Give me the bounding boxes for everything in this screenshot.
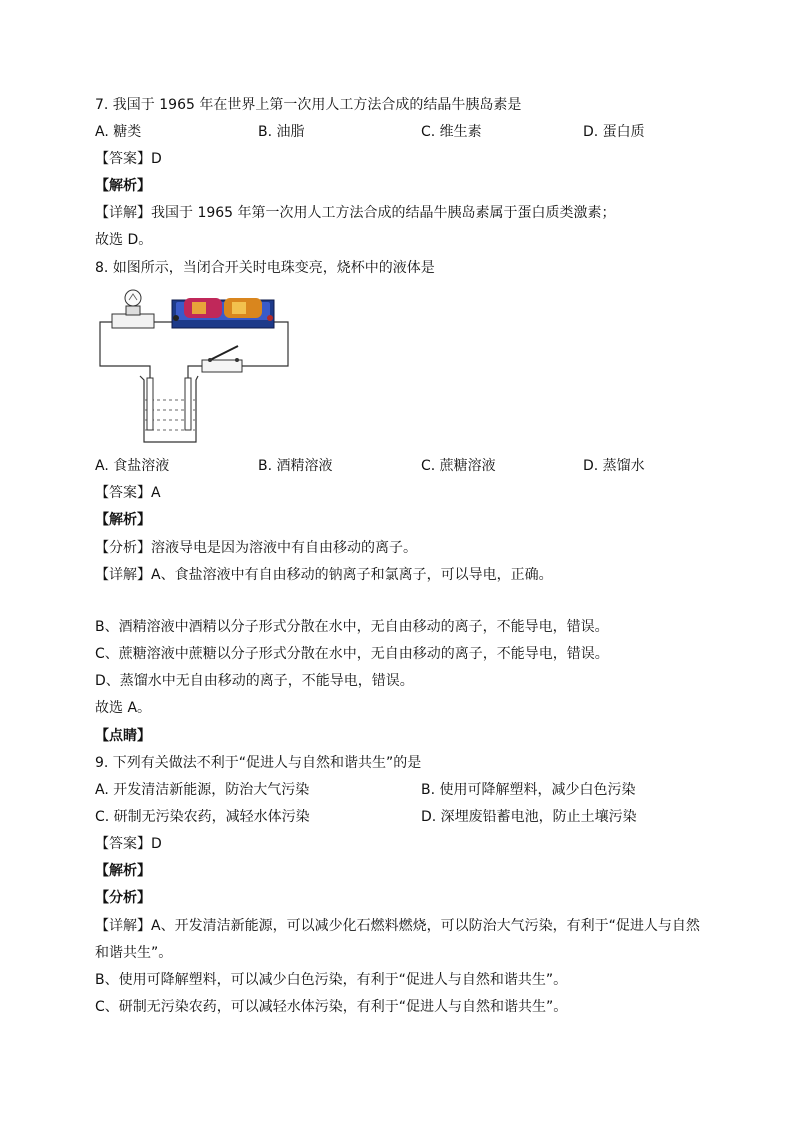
q9-analysis-heading: 【解析】 — [95, 863, 151, 879]
q8-option-b-explain: B、酒精溶液中酒精以分子形式分散在水中，无自由移动的离子，不能导电，错误。 — [95, 619, 609, 635]
q8-fenxi: 【分析】溶液导电是因为溶液中有自由移动的离子。 — [95, 540, 417, 556]
q9-stem: 9. 下列有关做法不利于“促进人与自然和谐共生”的是 — [95, 755, 422, 771]
q8-answer: 【答案】A — [95, 485, 161, 501]
q7-stem: 7. 我国于 1965 年在世界上第一次用人工方法合成的结晶牛胰岛素是 — [95, 97, 522, 113]
q7-conclusion: 故选 D。 — [95, 232, 153, 248]
q7-analysis-heading: 【解析】 — [95, 178, 151, 194]
q7-option-d: D. 蛋白质 — [583, 124, 645, 140]
q9-option-b: B. 使用可降解塑料，减少白色污染 — [421, 782, 636, 798]
q8-option-c-explain: C、蔗糖溶液中蔗糖以分子形式分散在水中，无自由移动的离子，不能导电，错误。 — [95, 646, 609, 662]
q9-fenxi-heading: 【分析】 — [95, 890, 151, 906]
q8-conclusion: 故选 A。 — [95, 700, 152, 716]
q8-option-b: B. 酒精溶液 — [258, 458, 333, 474]
q9-option-c-explain: C、研制无污染农药，可以减轻水体污染，有利于“促进人与自然和谐共生”。 — [95, 999, 568, 1015]
q8-dianjing-heading: 【点睛】 — [95, 728, 151, 744]
q7-option-a: A. 糖类 — [95, 124, 142, 140]
q9-answer: 【答案】D — [95, 836, 162, 852]
knife-switch — [202, 346, 242, 372]
q9-option-c: C. 研制无污染农药，减轻水体污染 — [95, 809, 310, 825]
beaker — [140, 376, 198, 442]
q8-option-c: C. 蔗糖溶液 — [421, 458, 496, 474]
q8-option-a: A. 食盐溶液 — [95, 458, 170, 474]
q7-option-b: B. 油脂 — [258, 124, 305, 140]
battery-holder — [172, 298, 274, 328]
light-bulb — [112, 290, 154, 328]
q8-option-d-explain: D、蒸馏水中无自由移动的离子，不能导电，错误。 — [95, 673, 414, 689]
q8-option-d: D. 蒸馏水 — [583, 458, 645, 474]
q8-detail: 【详解】A、食盐溶液中有自由移动的钠离子和氯离子，可以导电，正确。 — [95, 567, 553, 583]
q8-analysis-heading: 【解析】 — [95, 512, 151, 528]
q7-option-c: C. 维生素 — [421, 124, 482, 140]
q7-detail: 【详解】我国于 1965 年第一次用人工方法合成的结晶牛胰岛素属于蛋白质类激素； — [95, 205, 616, 221]
q7-answer: 【答案】D — [95, 151, 162, 167]
q9-detail-line2: 和谐共生”。 — [95, 945, 173, 961]
q9-detail-line1: 【详解】A、开发清洁新能源，可以减少化石燃料燃烧，可以防治大气污染，有利于“促进人与自然 — [95, 918, 700, 934]
circuit-diagram — [92, 288, 302, 448]
q8-stem: 8. 如图所示，当闭合开关时电珠变亮，烧杯中的液体是 — [95, 260, 435, 276]
q9-option-b-explain: B、使用可降解塑料，可以减少白色污染，有利于“促进人与自然和谐共生”。 — [95, 972, 568, 988]
q9-option-a: A. 开发清洁新能源，防治大气污染 — [95, 782, 310, 798]
q9-option-d: D. 深埋废铅蓄电池，防止土壤污染 — [421, 809, 637, 825]
